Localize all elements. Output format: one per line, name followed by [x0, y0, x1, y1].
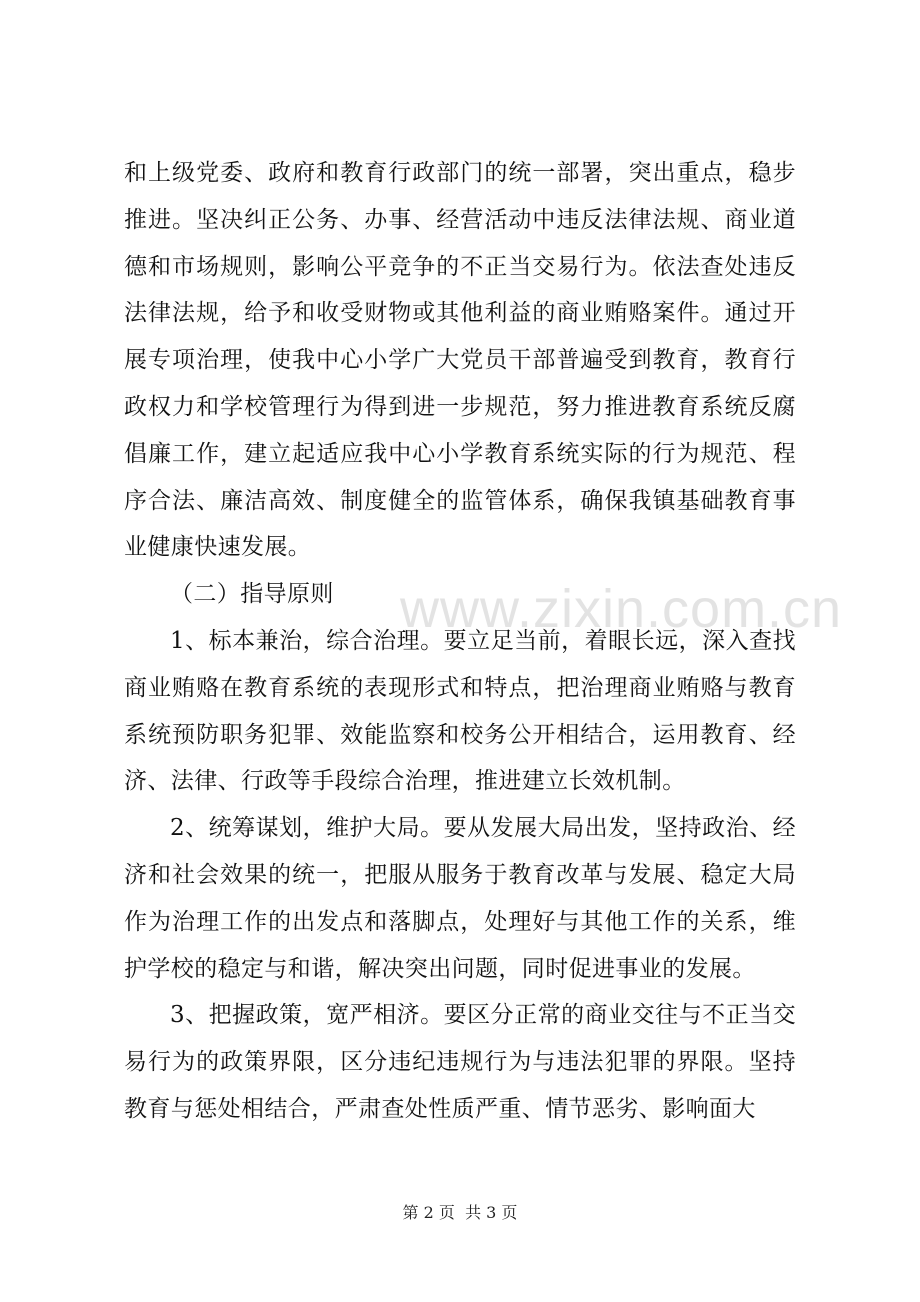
- page-number-footer: 第 2 页 共 3 页: [402, 1203, 518, 1222]
- watermark: www.zixin.com.cn: [400, 579, 843, 639]
- document-body: [124, 150, 796, 1133]
- principle-paragraph-3: 3、把握政策，宽严相济。要区分正常的商业交往与不正当交易行为的政策界限，区分违纪违规行为与违法犯罪的界限。坚持教育与惩处相结合，严肃查处性质严重、情节恶劣、影响面大: [124, 1002, 796, 1122]
- paragraph-continuation: 和上级党委、政府和教育行政部门的统一部署，突出重点，稳步推进。坚决纠正公务、办事、经营活动中违反法律法规、商业道德和市场规则，影响公平竞争的不正当交易行为。依法查处违反法律法规，给予和收受财物或其他利益的商业贿赂案件。通过开展专项治理，使我中心小学广大党员干部普遍受到教育，教育行政权力和学校管理行为得到进一步规范，努力推进教育系统反腐倡廉工作，建立起适应我中心小学教育系统实际的行为规范、程序合法、廉洁高效、制度健全的监管体系，确保我镇基础教育事业健康快速发展。: [124, 160, 796, 561]
- principle-paragraph-2: 2、统筹谋划，维护大局。要从发展大局出发，坚持政治、经济和社会效果的统一，把服从服务于教育改革与发展、稳定大局作为治理工作的出发点和落脚点，处理好与其他工作的关系，维护学校的稳定与和谐，解决突出问题，同时促进事业的发展。: [124, 815, 796, 982]
- principle-paragraph-1: 1、标本兼治，综合治理。要立足当前，着眼长远，深入查找商业贿赂在教育系统的表现形式和特点，把治理商业贿赂与教育系统预防职务犯罪、效能监察和校务公开相结合，运用教育、经济、法律、行政等手段综合治理，推进建立长效机制。: [124, 627, 796, 795]
- section-heading: （二）指导原则: [170, 581, 334, 608]
